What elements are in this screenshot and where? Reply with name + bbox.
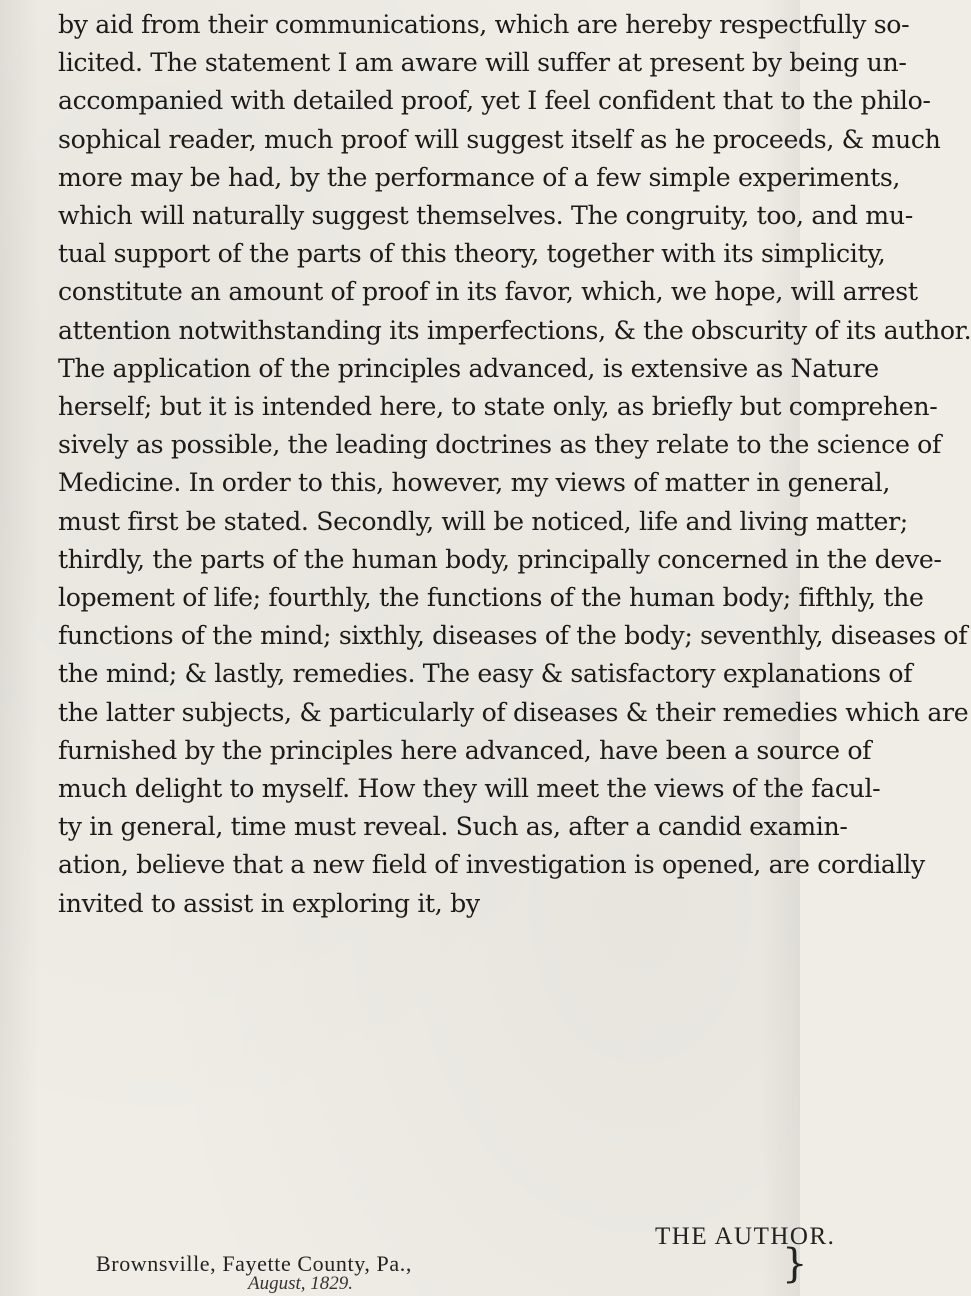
text-line: Medicine. In order to this, however, my views of matter in general, bbox=[58, 468, 891, 498]
text-line: much delight to myself. How they will meet the views of the facul- bbox=[58, 774, 881, 804]
text-line: sophical reader, much proof will suggest itself as he proceeds, & much bbox=[58, 124, 941, 154]
text-line: by aid from their communications, which are hereby respectfully so- bbox=[58, 10, 910, 39]
text-line: licited. The statement I am aware will suffer at present by being un- bbox=[58, 48, 907, 78]
text-line: tual support of the parts of this theory, together with its simplicity, bbox=[58, 239, 886, 269]
body-text bbox=[58, 6, 971, 923]
text-line: invited to assist in exploring it, by bbox=[58, 888, 480, 918]
text-line: thirdly, the parts of the human body, principally concerned in the deve- bbox=[58, 544, 942, 574]
text-line: herself; but it is intended here, to state only, as briefly but comprehen- bbox=[58, 392, 938, 422]
text-line: which will naturally suggest themselves. The congruity, too, and mu- bbox=[58, 201, 913, 231]
text-line: constitute an amount of proof in its favor, which, we hope, will arrest bbox=[58, 277, 918, 307]
text-line: sively as possible, the leading doctrines as they relate to the science of bbox=[58, 430, 941, 460]
closing-brace: } bbox=[782, 1241, 808, 1287]
author-signature: THE AUTHOR. bbox=[655, 1223, 836, 1250]
text-line: more may be had, by the performance of a few simple experiments, bbox=[58, 162, 901, 192]
text-line: furnished by the principles here advanced, have been a source of bbox=[58, 735, 872, 765]
text-line: ation, believe that a new field of investigation is opened, are cordially bbox=[58, 850, 925, 880]
text-line: accompanied with detailed proof, yet I feel confident that to the philo- bbox=[58, 86, 931, 116]
text-line: functions of the mind; sixthly, diseases of the body; seventhly, diseases of bbox=[58, 621, 968, 651]
date-line: August, 1829. bbox=[248, 1273, 354, 1294]
text-line: must first be stated. Secondly, will be noticed, life and living matter; bbox=[58, 506, 908, 536]
place-line: Brownsville, Fayette County, Pa., bbox=[96, 1251, 412, 1276]
text-line: the latter subjects, & particularly of diseases & their remedies which are bbox=[58, 697, 969, 727]
text-line: The application of the principles advanced, is extensive as Nature bbox=[58, 353, 879, 383]
text-line: ty in general, time must reveal. Such as, after a candid examin- bbox=[58, 812, 848, 842]
text-line: attention notwithstanding its imperfections, & the obscurity of its author. bbox=[58, 315, 971, 345]
text-line: lopement of life; fourthly, the functions of the human body; fifthly, the bbox=[58, 583, 924, 613]
text-line: the mind; & lastly, remedies. The easy & satisfactory explanations of bbox=[58, 659, 913, 689]
